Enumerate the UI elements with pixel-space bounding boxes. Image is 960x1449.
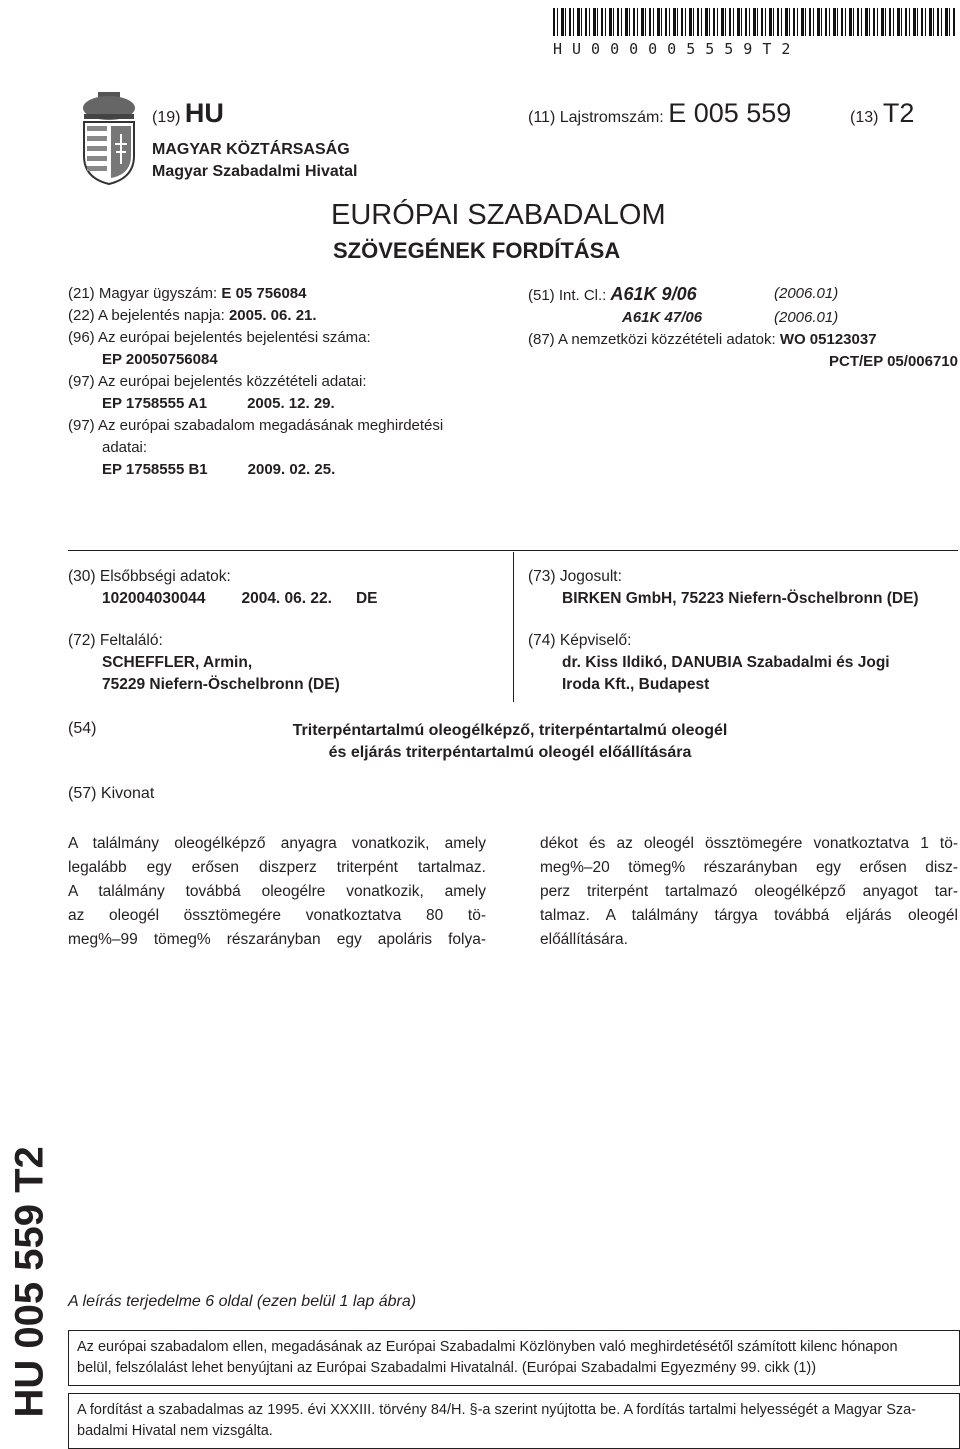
right-fields: (51) Int. Cl.: A61K 9/06 (2006.01) A61K 47/06 (2006.01) (87) A nemzetközi közzétételi adatok: WO 05123037 PCT/EP 05/006710 (528, 284, 958, 370)
invention-title: Triterpéntartalmú oleogélképző, triterpéntartalmú oleogél és eljárás triterpéntartalmú oleogél előállítására (292, 722, 728, 761)
abstract-label: (57) Kivonat (68, 785, 155, 802)
inventor: (72) Feltaláló: SCHEFFLER, Armin, 75229 Niefern-Öschelbronn (DE) (68, 632, 340, 693)
column-divider (513, 552, 514, 702)
page-title: EURÓPAI SZABADALOM (331, 199, 666, 231)
opposition-notice: Az európai szabadalom ellen, megadásának az Európai Szabadalmi Közlönyben való meghirdetésétől számított kilenc hónapon belül, felszólalást lehet benyújtani az Európai Szabadalmi Hivatalnál. (Európai Szabadalmi Egyezmény 99. cikk (1)) (68, 1330, 960, 1386)
left-fields: (21) Magyar ügyszám: E 05 756084 (22) A bejelentés napja: 2005. 06. 21. (96) Az európai bejelentés bejelentési száma: EP 20050756084 (97) Az európai bejelentés közzétételi adatai: EP 1758555 A1 2005. 12. 29. (97) Az európai szabadalom megadásának meghirdetési adatai: EP 1758555 B1 2009. 02. 25. (68, 285, 444, 478)
proprietor: (73) Jogosult: BIRKEN GmbH, 75223 Niefern-Öschelbronn (DE) (528, 568, 919, 607)
side-document-number: HU 005 559 T2 (7, 1146, 52, 1418)
document-kind: T2 (882, 98, 915, 128)
office-name: Magyar Szabadalmi Hivatal (152, 163, 358, 180)
priority-data: (30) Elsőbbségi adatok: 102004030044 2004. 06. 22. DE (68, 568, 378, 607)
registration-number: E 005 559 (668, 98, 792, 128)
coat-of-arms-icon (80, 90, 138, 186)
divider (68, 550, 958, 551)
representative: (74) Képviselő: dr. Kiss Ildikó, DANUBIA Szabadalmi és Jogi Iroda Kft., Budapest (528, 632, 890, 693)
barcode (553, 8, 955, 36)
field-13: (13) T2 (850, 98, 915, 128)
field-11: (11) Lajstromszám: E 005 559 (528, 98, 792, 128)
barcode-text: HU000005559T2 (553, 40, 801, 58)
translation-notice: A fordítást a szabadalmas az 1995. évi XXXIII. törvény 84/H. §-a szerint nyújtotta be. A fordítás tartalmi helyességét a Magyar Sza- badalmi Hivatal nem vizsgálta. (68, 1393, 960, 1449)
abstract-column-2: dékot és az oleogél össztömegére vonatkoztatva 1 tö- meg%–20 tömeg% részarányban egy erősen disz- perz triterpént tartalmazó oleogélképző anyagot tar- talmaz. A találmány tárgya továbbá eljárás oleogél előállítására. (540, 835, 958, 948)
abstract-column-1: A találmány oleogélképző anyagra vonatkozik, amely legalább egy erősen diszperz triterpént tartalmaz. A találmány továbbá oleogélre vonatkozik, amely az oleogél össztömegére vonatkoztatva 80 tö- meg%–99 tömeg% részarányban egy apoláris folya- (68, 835, 486, 948)
country-code: HU (184, 98, 224, 128)
extent-note: A leírás terjedelme 6 oldal (ezen belül 1 lap ábra) (68, 1293, 417, 1310)
field-54-label: (54) (68, 720, 97, 737)
page-subtitle: SZÖVEGÉNEK FORDÍTÁSA (333, 238, 621, 263)
field-19: (19) HU (152, 98, 224, 128)
country-name: MAGYAR KÖZTÁRSASÁG (152, 141, 350, 158)
